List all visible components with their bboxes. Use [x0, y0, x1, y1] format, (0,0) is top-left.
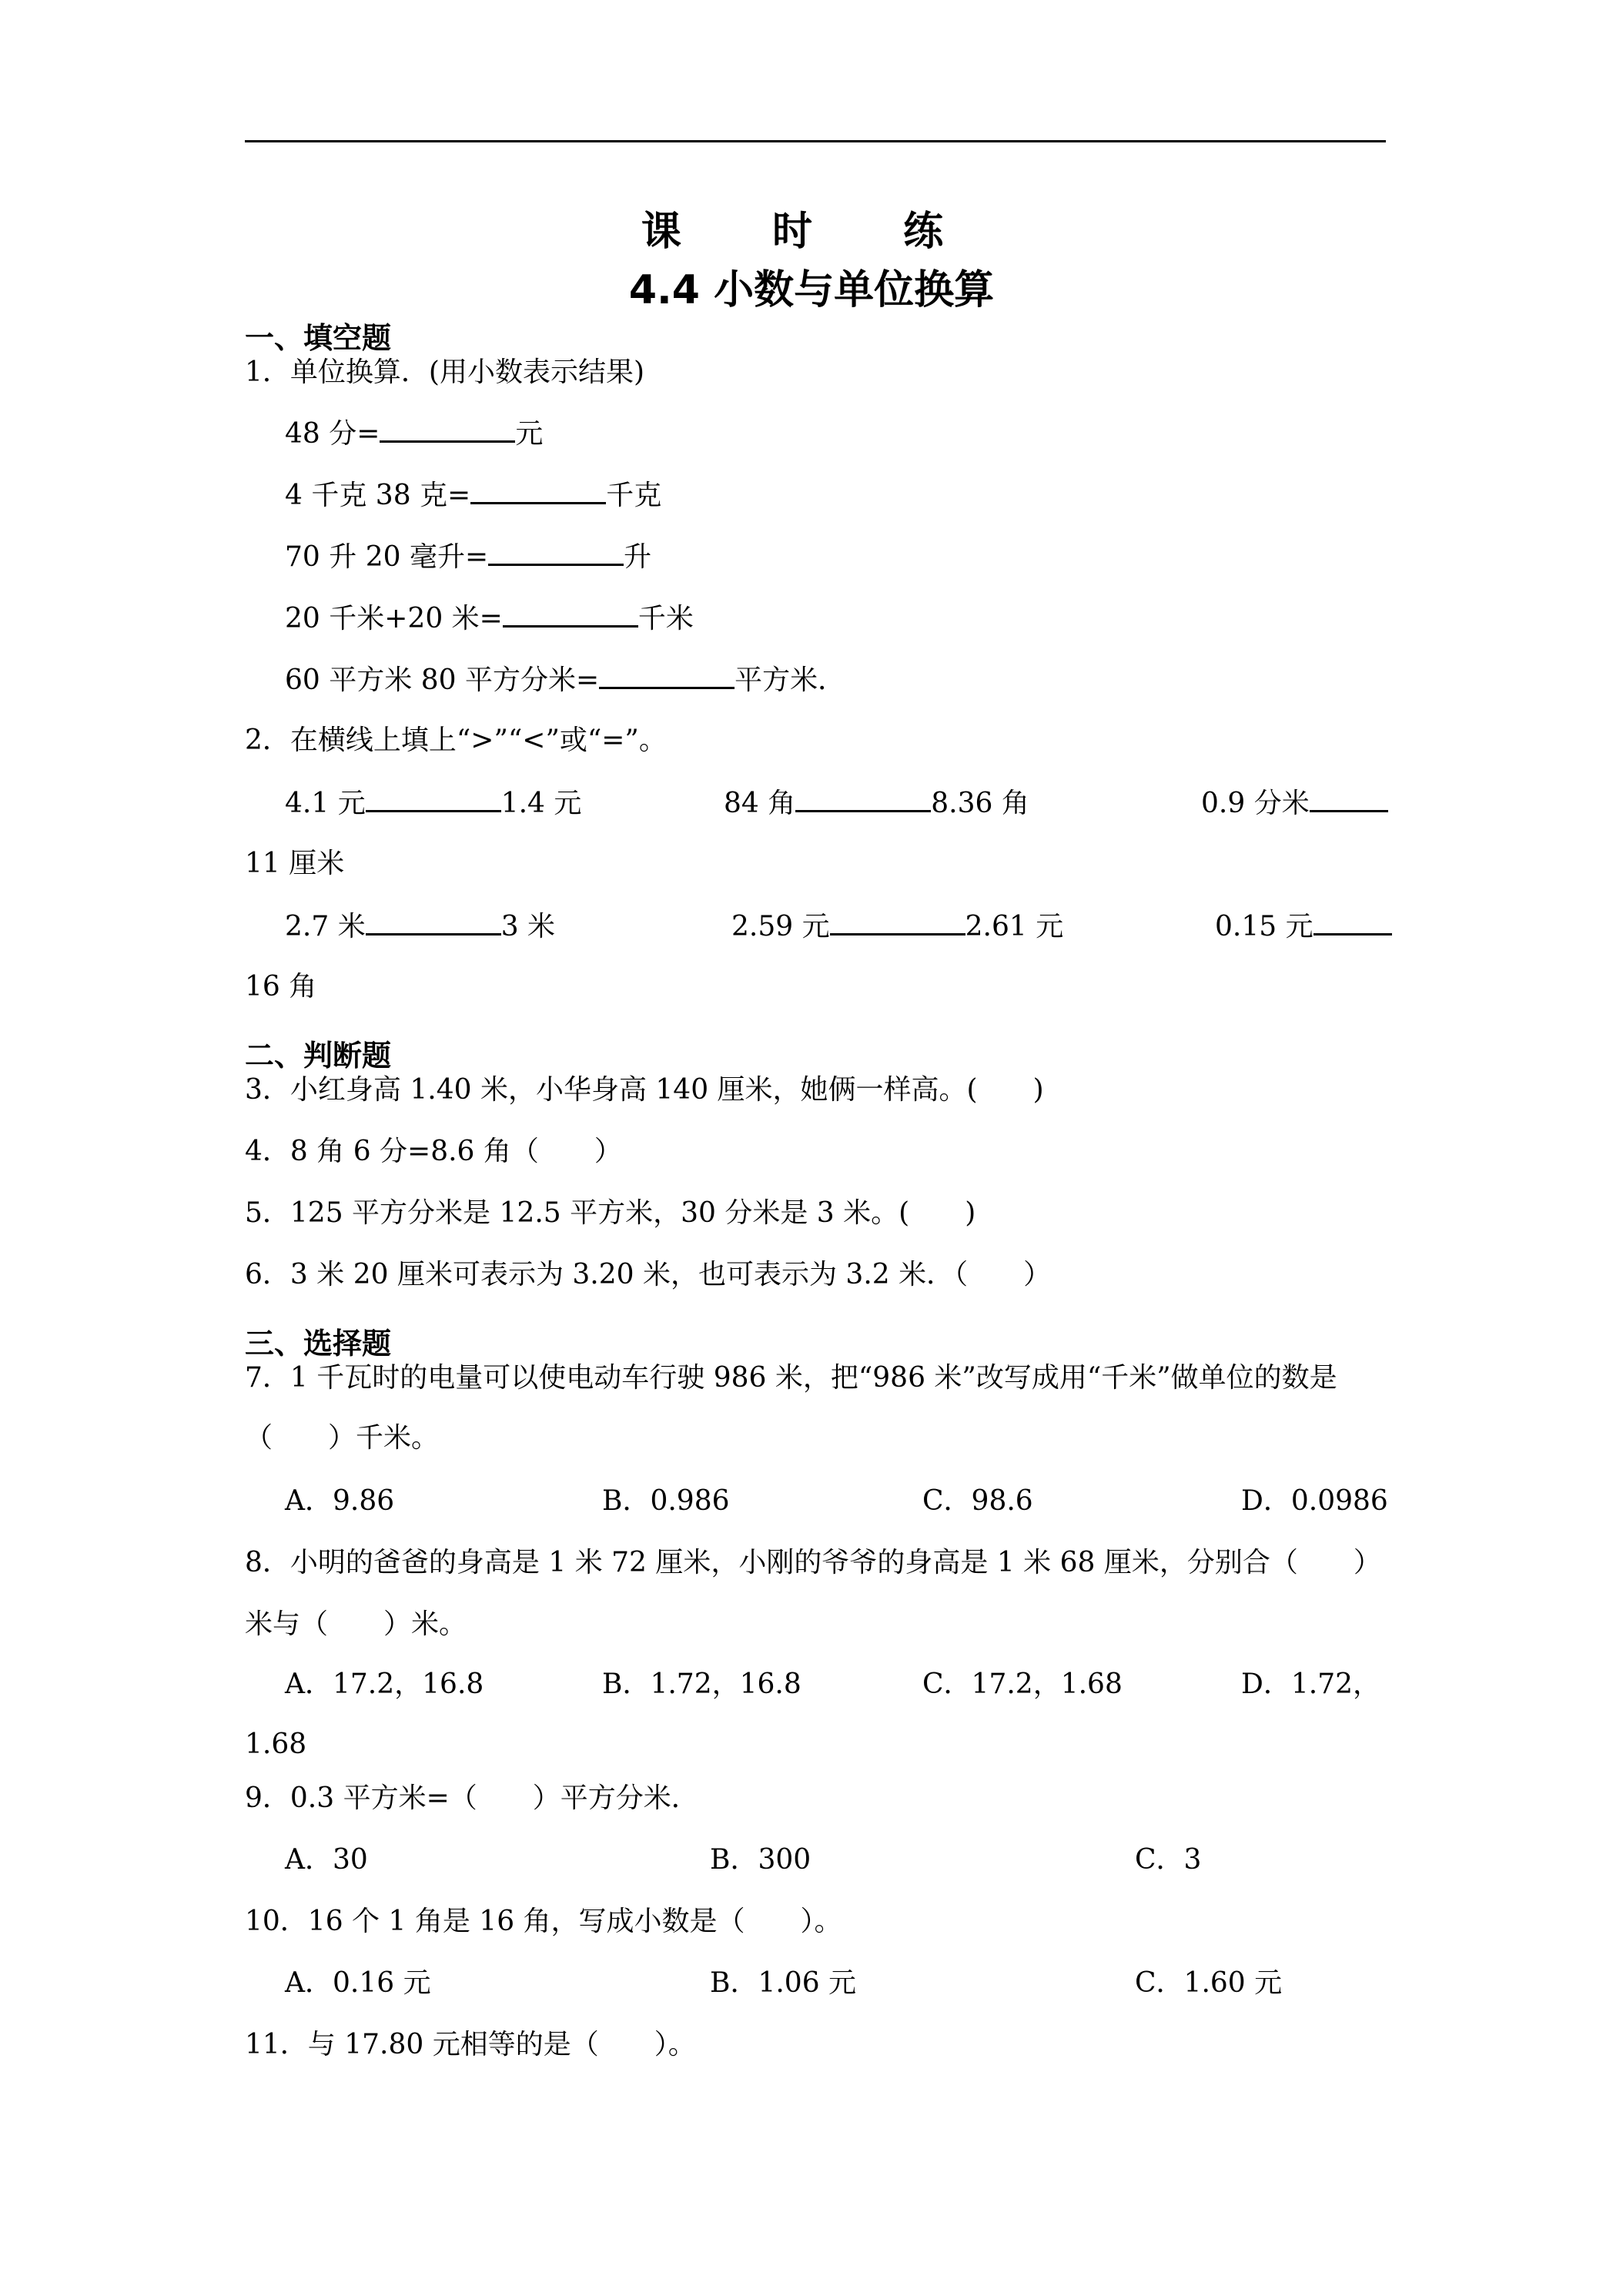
q8-option-d-wrap: 1.68 — [245, 1729, 307, 1760]
answer-blank[interactable] — [599, 664, 735, 689]
q8-option-b[interactable]: B．1.72，16.8 — [602, 1668, 801, 1700]
section-fill-blank: 一、填空题 — [245, 321, 392, 355]
section-true-false: 二、判断题 — [245, 1039, 392, 1073]
answer-blank[interactable] — [1310, 787, 1388, 812]
answer-blank[interactable] — [503, 602, 638, 628]
q7-option-d[interactable]: D．0.0986 — [1241, 1485, 1388, 1517]
q1-item-4: 20 千米+20 米= 千米 — [285, 603, 694, 634]
q1-item-5: 60 平方米 80 平方分米= 平方米． — [285, 664, 846, 696]
q10-option-a[interactable]: A．0.16 元 — [285, 1967, 431, 1999]
question-3: 3．小红身高 1.40 米，小华身高 140 厘米，她俩一样高。( ) — [245, 1074, 1044, 1106]
q2-compare-1: 4.1 元 1.4 元 — [285, 788, 582, 819]
q7-option-b[interactable]: B．0.986 — [602, 1485, 730, 1517]
answer-blank[interactable] — [366, 787, 501, 812]
q8-option-a[interactable]: A．17.2，16.8 — [285, 1668, 484, 1700]
question-1-stem: 1．单位换算．(用小数表示结果) — [245, 356, 644, 388]
question-11: 11．与 17.80 元相等的是（ ）。 — [245, 2029, 696, 2060]
answer-blank[interactable] — [830, 910, 965, 935]
answer-blank[interactable] — [470, 479, 606, 504]
answer-blank[interactable] — [380, 417, 515, 443]
q7-option-c[interactable]: C．98.6 — [922, 1485, 1033, 1517]
section-multiple-choice: 三、选择题 — [245, 1327, 392, 1361]
question-5: 5．125 平方分米是 12.5 平方米，30 分米是 3 米。( ) — [245, 1197, 976, 1229]
question-7-line-1: 7．1 千瓦时的电量可以使电动车行驶 986 米，把“986 米”改写成用“千米”做单位的数是 — [245, 1362, 1337, 1394]
q2-wrap-1: 11 厘米 — [245, 848, 345, 879]
q1-item-1: 48 分= 元 — [285, 418, 544, 450]
q2-compare-6: 0.15 元 — [1215, 910, 1392, 944]
q1-item-3: 70 升 20 毫升= 升 — [285, 541, 652, 573]
q2-wrap-2: 16 角 — [245, 971, 317, 1002]
q9-option-b[interactable]: B．300 — [710, 1844, 812, 1876]
question-8-line-1: 8．小明的爸爸的身高是 1 米 72 厘米，小刚的爷爷的身高是 1 米 68 厘米，分别合（ ） — [245, 1547, 1381, 1578]
question-6: 6．3 米 20 厘米可表示为 3.20 米，也可表示为 3.2 米．（ ） — [245, 1259, 1052, 1290]
q8-option-c[interactable]: C．17.2，1.68 — [922, 1668, 1123, 1700]
q7-option-a[interactable]: A．9.86 — [285, 1485, 395, 1517]
q8-option-d[interactable]: D．1.72， — [1241, 1668, 1381, 1700]
question-4: 4．8 角 6 分=8.6 角（ ） — [245, 1136, 622, 1167]
header-rule — [245, 140, 1386, 142]
q10-option-c[interactable]: C．1.60 元 — [1135, 1967, 1283, 1999]
question-9: 9．0.3 平方米=（ ）平方分米． — [245, 1782, 699, 1814]
q9-option-c[interactable]: C．3 — [1135, 1844, 1202, 1876]
q2-compare-4: 2.7 米 3 米 — [285, 911, 556, 942]
question-2-stem: 2．在横线上填上“>”“<”或“=”。 — [245, 725, 667, 756]
question-10: 10．16 个 1 角是 16 角，写成小数是（ ）。 — [245, 1906, 842, 1937]
answer-blank[interactable] — [1313, 910, 1392, 935]
question-7-line-2: （ ）千米。 — [245, 1422, 440, 1454]
page-title: 课 时 练 — [641, 209, 982, 255]
q2-compare-5: 2.59 元 2.61 元 — [731, 911, 1064, 942]
answer-blank[interactable] — [795, 787, 931, 812]
q10-option-b[interactable]: B．1.06 元 — [710, 1967, 857, 1999]
q1-item-2: 4 千克 38 克= 千克 — [285, 480, 662, 511]
q2-compare-2: 84 角 8.36 角 — [724, 788, 1029, 819]
page-subtitle: 4.4 小数与单位换算 — [628, 267, 995, 313]
q9-option-a[interactable]: A．30 — [285, 1844, 368, 1876]
answer-blank[interactable] — [366, 910, 501, 935]
answer-blank[interactable] — [488, 541, 624, 566]
q2-compare-3: 0.9 分米 — [1201, 787, 1388, 821]
question-8-line-2: 米与（ ）米。 — [245, 1608, 467, 1640]
